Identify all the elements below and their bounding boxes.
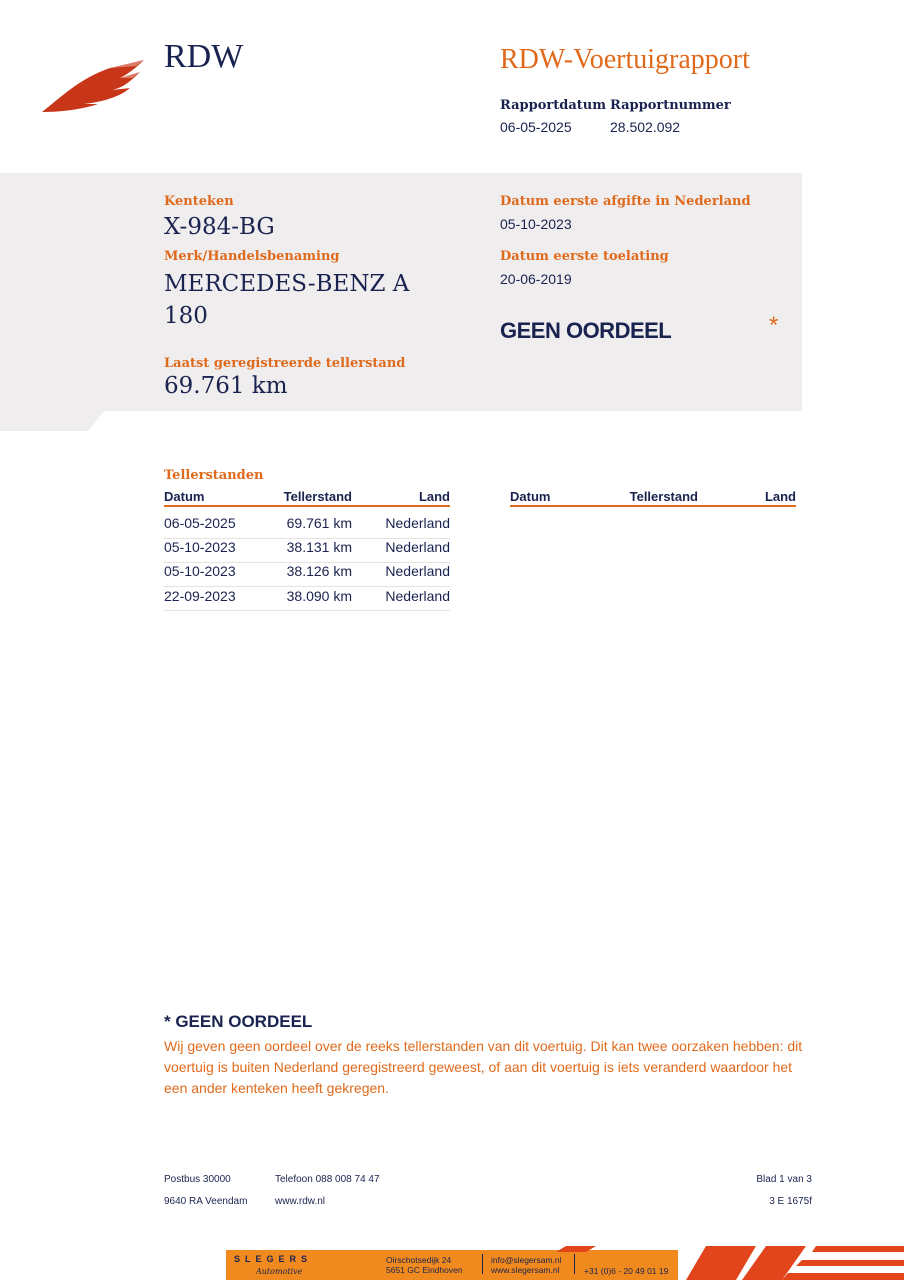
- odometer-label: Laatst geregistreerde tellerstand: [164, 356, 406, 371]
- report-date-label: Rapportdatum: [500, 98, 606, 113]
- readings-title: Tellerstanden: [164, 468, 264, 483]
- first-issue-nl-label: Datum eerste afgifte in Nederland: [500, 194, 751, 209]
- dealer-name: SLEGERS: [234, 1254, 313, 1264]
- table-row: [164, 514, 450, 538]
- table-header-rule: [164, 505, 450, 507]
- footnote-title: * GEEN OORDEEL: [164, 1012, 313, 1031]
- vehicle-summary-panel: [0, 173, 802, 431]
- first-issue-nl-value: 05-10-2023: [500, 216, 572, 232]
- first-admission-label: Datum eerste toelating: [500, 249, 669, 264]
- dealer-stripes-icon: [556, 1246, 904, 1280]
- dealer-email[interactable]: info@slegersam.nl: [491, 1255, 562, 1265]
- report-date: 06-05-2025: [500, 119, 572, 135]
- first-admission-value: 20-06-2019: [500, 271, 572, 287]
- table-row: [164, 563, 450, 587]
- row-km: 38.131 km: [286, 539, 352, 555]
- dealer-street: Oirschotsedijk 24: [386, 1255, 452, 1265]
- row-date: 05-10-2023: [164, 563, 236, 579]
- footer-code: 3 E 1675f: [769, 1196, 812, 1207]
- footer-website[interactable]: www.rdw.nl: [275, 1196, 326, 1207]
- table-row: [164, 539, 450, 563]
- make-label: Merk/Handelsbenaming: [164, 249, 340, 264]
- make-value-line1: MERCEDES-BENZ A: [164, 271, 410, 297]
- brand-name: RDW: [164, 38, 244, 75]
- col-country-header: Land: [418, 489, 450, 504]
- verdict-asterisk: *: [769, 312, 779, 339]
- row-date: 06-05-2025: [164, 515, 236, 531]
- report-number-label: Rapportnummer: [610, 98, 731, 113]
- dealer-tagline: Automotive: [256, 1267, 303, 1276]
- dealer-web[interactable]: www.slegersam.nl: [491, 1265, 560, 1275]
- odometer-value: 69.761 km: [164, 373, 288, 399]
- footer-page-number: Blad 1 van 3: [756, 1174, 812, 1185]
- footer-city: 9640 RA Veendam: [164, 1196, 248, 1207]
- report-number: 28.502.092: [610, 119, 681, 135]
- footnote-text: Wij geven geen oordeel over de reeks tellerstanden van dit voertuig. Dit kan twee oorzaken hebben: dit voertuig is buiten Nederland geregistreerd geweest, of aan dit voertuig is iets veranderd waardoor het een ander kenteken heeft gekregen.: [164, 1038, 803, 1096]
- make-value-line2: 180: [164, 303, 208, 329]
- row-country: Nederland: [385, 539, 450, 555]
- col-country-header-right: Land: [764, 489, 796, 504]
- footer-phone: Telefoon 088 008 74 47: [275, 1174, 380, 1185]
- col-date-header: Datum: [164, 489, 205, 504]
- row-date: 22-09-2023: [164, 588, 236, 604]
- table-header-rule-right: [510, 505, 796, 507]
- row-km: 38.126 km: [286, 563, 352, 579]
- col-date-header-right: Datum: [510, 489, 551, 504]
- plate-value: X-984-BG: [164, 214, 275, 240]
- dealer-phone: +31 (0)6 - 20 49 01 19: [584, 1266, 669, 1276]
- table-row: [164, 587, 450, 611]
- plate-label: Kenteken: [164, 194, 234, 209]
- row-country: Nederland: [385, 588, 450, 604]
- report-title: RDW-Voertuigrapport: [500, 44, 750, 75]
- row-date: 05-10-2023: [164, 539, 236, 555]
- row-divider: [164, 610, 450, 611]
- rdw-logo-icon: [40, 58, 148, 114]
- footer-postbus: Postbus 30000: [164, 1174, 231, 1185]
- row-country: Nederland: [385, 563, 450, 579]
- row-km: 69.761 km: [286, 515, 352, 531]
- col-km-header-right: Tellerstand: [629, 489, 698, 504]
- row-country: Nederland: [385, 515, 450, 531]
- dealer-postal: 5651 GC Eindhoven: [386, 1265, 463, 1275]
- col-km-header: Tellerstand: [283, 489, 352, 504]
- row-km: 38.090 km: [286, 588, 352, 604]
- dealer-divider: [482, 1254, 483, 1274]
- verdict-text: GEEN OORDEEL: [500, 318, 672, 343]
